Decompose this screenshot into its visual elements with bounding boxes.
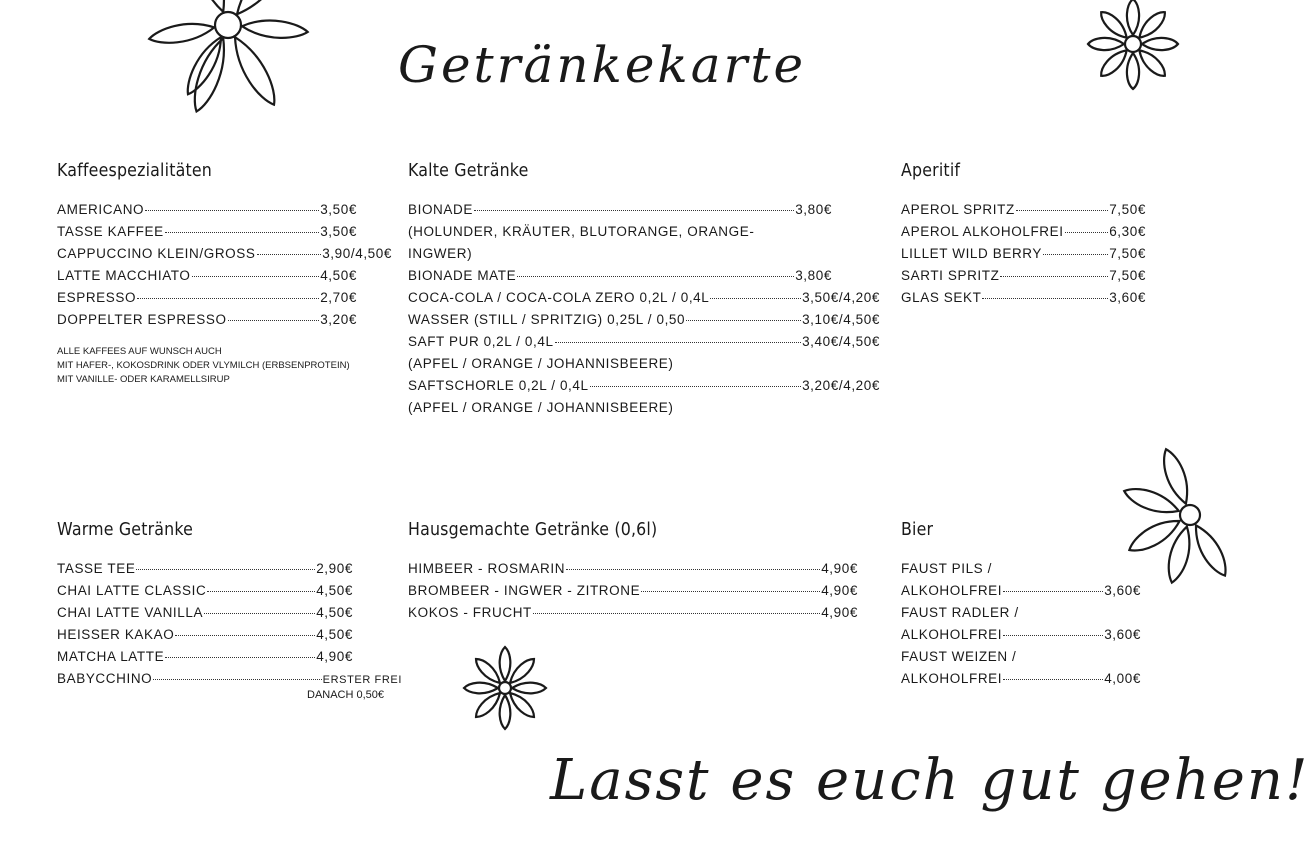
dot-leader — [982, 298, 1108, 299]
item-price: 4,90€ — [316, 649, 353, 664]
item-name: ALKOHOLFREI — [901, 671, 1003, 686]
item-price: 3,50€/4,20€ — [802, 290, 880, 305]
item-name: CHAI LATTE CLASSIC — [57, 583, 207, 598]
section-heading: Aperitif — [901, 160, 961, 181]
item-description: (APFEL / ORANGE / JOHANNISBEERE) — [408, 356, 674, 371]
menu-item — [901, 243, 1146, 265]
menu-item — [57, 309, 357, 331]
item-description: (HOLUNDER, KRÄUTER, BLUTORANGE, ORANGE-INGWER) — [408, 224, 755, 261]
menu-item — [901, 624, 1141, 646]
item-name: BIONADE — [408, 202, 473, 217]
menu-item — [408, 375, 880, 397]
dot-leader — [641, 591, 820, 592]
dot-leader — [207, 591, 315, 592]
section-kalte-getraenke — [408, 160, 880, 419]
dot-leader — [1003, 591, 1103, 592]
dot-leader — [257, 254, 322, 255]
item-price: 3,10€/4,50€ — [802, 312, 880, 327]
menu-item — [57, 558, 353, 580]
item-name: ALKOHOLFREI — [901, 627, 1003, 642]
menu-item — [408, 199, 832, 221]
item-name: BROMBEER - INGWER - ZITRONE — [408, 583, 641, 598]
section-aperitif — [901, 160, 1146, 309]
menu-item — [408, 558, 858, 580]
item-description: (APFEL / ORANGE / JOHANNISBEERE) — [408, 400, 674, 415]
dot-leader — [590, 386, 801, 387]
item-price: 7,50€ — [1109, 246, 1146, 261]
item-name-line: FAUST PILS / — [901, 561, 992, 576]
dot-leader — [136, 569, 315, 570]
dot-leader — [474, 210, 794, 211]
menu-item — [57, 221, 357, 243]
menu-item — [901, 265, 1146, 287]
menu-item — [57, 199, 357, 221]
dot-leader — [1043, 254, 1108, 255]
dot-leader — [1000, 276, 1108, 277]
item-name: APEROL SPRITZ — [901, 202, 1015, 217]
item-price: 3,20€/4,20€ — [802, 378, 880, 393]
section-kaffeespezialitaeten — [57, 160, 392, 387]
menu-item — [57, 580, 353, 602]
item-price-note: DANACH 0,50€ — [307, 689, 385, 701]
item-name-line: FAUST WEIZEN / — [901, 649, 1017, 664]
item-price: 4,50€ — [316, 605, 353, 620]
item-price: 4,50€ — [316, 627, 353, 642]
section-heading: Warme Getränke — [57, 519, 194, 540]
dot-leader — [228, 320, 320, 321]
item-name: SAFT PUR 0,2L / 0,4L — [408, 334, 554, 349]
item-price: 2,70€ — [320, 290, 357, 305]
item-price: 4,50€ — [320, 268, 357, 283]
menu-item — [901, 199, 1146, 221]
item-price: 7,50€ — [1109, 202, 1146, 217]
dot-leader — [153, 679, 321, 680]
dot-leader — [686, 320, 801, 321]
item-name: TASSE TEE — [57, 561, 136, 576]
item-name: LILLET WILD BERRY — [901, 246, 1043, 261]
section-heading: Bier — [901, 519, 934, 540]
section-heading: Kaffeespezialitäten — [57, 160, 213, 181]
item-name: LATTE MACCHIATO — [57, 268, 191, 283]
menu-item — [57, 624, 353, 646]
item-price: 3,60€ — [1104, 627, 1141, 642]
dot-leader — [533, 613, 820, 614]
menu-item — [57, 602, 353, 624]
item-name: HEISSER KAKAO — [57, 627, 175, 642]
dot-leader — [517, 276, 794, 277]
menu-title: Getränkekarte — [398, 36, 807, 94]
section-hausgemachte-getraenke — [408, 519, 858, 624]
menu-item — [408, 287, 880, 309]
dot-leader — [1065, 232, 1109, 233]
item-name: HIMBEER - ROSMARIN — [408, 561, 566, 576]
item-name: CHAI LATTE VANILLA — [57, 605, 204, 620]
item-price: 3,40€/4,50€ — [802, 334, 880, 349]
item-name: TASSE KAFFEE — [57, 224, 164, 239]
kaffee-note — [57, 345, 357, 387]
menu-item — [901, 287, 1146, 309]
item-price: 3,50€ — [320, 224, 357, 239]
item-name: APEROL ALKOHOLFREI — [901, 224, 1064, 239]
item-price: 4,90€ — [821, 561, 858, 576]
item-name: WASSER (STILL / SPRITZIG) 0,25L / 0,50 — [408, 312, 686, 327]
dot-leader — [192, 276, 320, 277]
item-price: 3,20€ — [320, 312, 357, 327]
item-name: AMERICANO — [57, 202, 145, 217]
item-price: 4,00€ — [1104, 671, 1141, 686]
flower-top-right-illustration — [1078, 0, 1188, 102]
item-name: BIONADE MATE — [408, 268, 517, 283]
section-heading: Hausgemachte Getränke (0,6l) — [408, 519, 658, 540]
item-price: 3,60€ — [1104, 583, 1141, 598]
item-name-line: FAUST RADLER / — [901, 605, 1019, 620]
menu-item — [57, 287, 357, 309]
dot-leader — [710, 298, 801, 299]
dot-leader — [204, 613, 315, 614]
item-price: 4,50€ — [316, 583, 353, 598]
item-name: KOKOS - FRUCHT — [408, 605, 532, 620]
note-line: MIT HAFER-, KOKOSDRINK ODER VLYMILCH (ERBSENPROTEIN) — [57, 360, 350, 371]
item-name: COCA-COLA / COCA-COLA ZERO 0,2L / 0,4L — [408, 290, 710, 305]
menu-item — [408, 580, 858, 602]
item-name: SAFTSCHORLE 0,2L / 0,4L — [408, 378, 589, 393]
flower-bottom-middle-illustration — [455, 638, 555, 738]
item-name: ALKOHOLFREI — [901, 583, 1003, 598]
menu-item — [901, 580, 1141, 602]
item-price: 2,90€ — [316, 561, 353, 576]
item-price: 3,60€ — [1109, 290, 1146, 305]
item-price: 3,90/4,50€ — [322, 246, 392, 261]
item-name: SARTI SPRITZ — [901, 268, 1000, 283]
dot-leader — [137, 298, 319, 299]
section-warme-getraenke — [57, 519, 402, 703]
menu-item — [408, 265, 832, 287]
item-name: MATCHA LATTE — [57, 649, 165, 664]
item-name: BABYCCHINO — [57, 671, 153, 686]
menu-item — [408, 309, 880, 331]
flower-top-left-illustration — [110, 0, 350, 150]
item-price: 3,80€ — [795, 202, 832, 217]
item-name: ESPRESSO — [57, 290, 137, 305]
dot-leader — [1003, 679, 1103, 680]
menu-item — [57, 646, 353, 668]
section-heading: Kalte Getränke — [408, 160, 529, 181]
dot-leader — [1003, 635, 1103, 636]
menu-item — [901, 221, 1146, 243]
dot-leader — [145, 210, 319, 211]
dot-leader — [175, 635, 315, 636]
menu-item — [901, 668, 1141, 690]
menu-item — [57, 265, 357, 287]
item-price: ERSTER FREI — [322, 674, 402, 686]
menu-item — [408, 602, 858, 624]
item-price: 3,80€ — [795, 268, 832, 283]
note-line: ALLE KAFFEES AUF WUNSCH AUCH — [57, 346, 222, 357]
note-line: MIT VANILLE- ODER KARAMELLSIRUP — [57, 374, 230, 385]
item-price: 4,90€ — [821, 583, 858, 598]
dot-leader — [1016, 210, 1108, 211]
item-name: GLAS SEKT — [901, 290, 982, 305]
dot-leader — [165, 232, 319, 233]
item-price: 4,90€ — [821, 605, 858, 620]
item-name: DOPPELTER ESPRESSO — [57, 312, 227, 327]
footer-slogan: Lasst es euch gut gehen! — [550, 748, 1309, 813]
dot-leader — [165, 657, 315, 658]
item-price: 7,50€ — [1109, 268, 1146, 283]
item-price: 3,50€ — [320, 202, 357, 217]
menu-item — [57, 243, 392, 265]
item-price: 6,30€ — [1109, 224, 1146, 239]
dot-leader — [566, 569, 820, 570]
dot-leader — [555, 342, 802, 343]
menu-item — [408, 331, 880, 353]
section-bier — [901, 519, 1141, 690]
item-name: CAPPUCCINO KLEIN/GROSS — [57, 246, 256, 261]
